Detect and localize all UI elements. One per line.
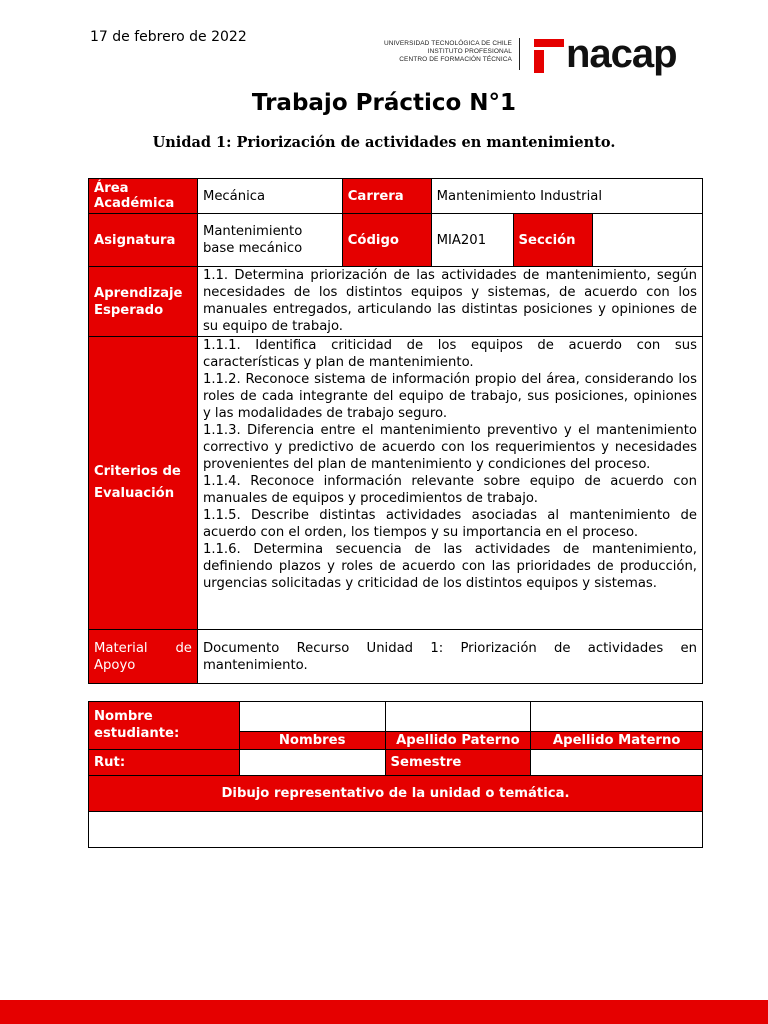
material-value: Documento Recurso Unidad 1: Priorización de actividades en mantenimiento. [197, 630, 702, 684]
university-line: INSTITUTO PROFESIONAL [427, 48, 512, 55]
course-info-table [88, 178, 703, 684]
criterio-item: 1.1.3. Diferencia entre el mantenimiento preventivo y el mantenimiento correctivo y predictivo de acuerdo con los requerimientos y necesidades provenientes del plan de mantenimiento y condiciones del proceso. [202, 423, 697, 472]
apellido-materno-input[interactable] [531, 702, 703, 732]
criterios-label: Criterios de Evaluación [89, 337, 198, 630]
criterios-list [197, 337, 702, 630]
codigo-value: MIA201 [431, 214, 513, 267]
aprendizaje-value: 1.1. Determina priorización de las actividades de mantenimiento, según necesidades de los distintos equipos y sistemas, de acuerdo con los manuales entregados, articulando las distintas posiciones y opiniones de su equipo de trabajo. [197, 267, 702, 337]
criterio-item: 1.1.6. Determina secuencia de las actividades de mantenimiento, definiendo plazos y roles de acuerdo con las prioridades de producción, urgencias solicitadas y criticidad de los distintos equipos y sistemas. [202, 542, 697, 591]
seccion-value [593, 214, 703, 267]
codigo-label: Código [342, 214, 431, 267]
criterio-item: 1.1.5. Describe distintas actividades asociadas al mantenimiento de acuerdo con el orden, los tiempos y su importancia en el proceso. [202, 508, 697, 540]
semestre-label: Semestre [385, 750, 531, 776]
material-label: Material de Apoyo [89, 630, 198, 684]
dibujo-area[interactable] [89, 812, 703, 848]
nombre-label: Nombre estudiante: [89, 702, 240, 750]
inacap-logo-text: nacap [566, 32, 677, 76]
asignatura-value: Mantenimiento base mecánico [197, 214, 342, 267]
nombres-header: Nombres [239, 732, 385, 750]
footer-bar [0, 1000, 768, 1024]
criterio-item: 1.1.1. Identifica criticidad de los equipos de acuerdo con sus características y plan de mantenimiento. [202, 338, 697, 370]
area-value: Mecánica [197, 179, 342, 214]
document-date: 17 de febrero de 2022 [90, 29, 247, 45]
area-label: Área Académica [89, 179, 198, 214]
nombres-input[interactable] [239, 702, 385, 732]
university-line: CENTRO DE FORMACIÓN TÉCNICA [399, 56, 512, 63]
apellido-paterno-header: Apellido Paterno [385, 732, 531, 750]
apellido-materno-header: Apellido Materno [531, 732, 703, 750]
semestre-input[interactable] [531, 750, 703, 776]
logo-divider [519, 38, 520, 70]
aprendizaje-label: Aprendizaje Esperado [89, 267, 198, 337]
university-line: UNIVERSIDAD TECNOLÓGICA DE CHILE [383, 40, 512, 47]
page-title: Trabajo Práctico N°1 [251, 90, 517, 116]
carrera-value: Mantenimiento Industrial [431, 179, 702, 214]
dibujo-header: Dibujo representativo de la unidad o temática. [89, 776, 703, 812]
carrera-label: Carrera [342, 179, 431, 214]
inacap-logo-icon [534, 39, 564, 73]
rut-label: Rut: [89, 750, 240, 776]
student-info-table [88, 701, 703, 848]
rut-input[interactable] [239, 750, 385, 776]
asignatura-label: Asignatura [89, 214, 198, 267]
page-subtitle: Unidad 1: Priorización de actividades en mantenimiento. [152, 134, 616, 151]
criterio-item: 1.1.4. Reconoce información relevante sobre equipo de acuerdo con manuales de equipos y procedimientos de trabajo. [202, 474, 697, 506]
university-name [340, 40, 512, 64]
criterio-item: 1.1.2. Reconoce sistema de información propio del área, considerando los roles de cada integrante del equipo de trabajo, sus posiciones, opiniones y las modalidades de trabajo seguro. [202, 372, 697, 421]
apellido-paterno-input[interactable] [385, 702, 531, 732]
seccion-label: Sección [513, 214, 593, 267]
